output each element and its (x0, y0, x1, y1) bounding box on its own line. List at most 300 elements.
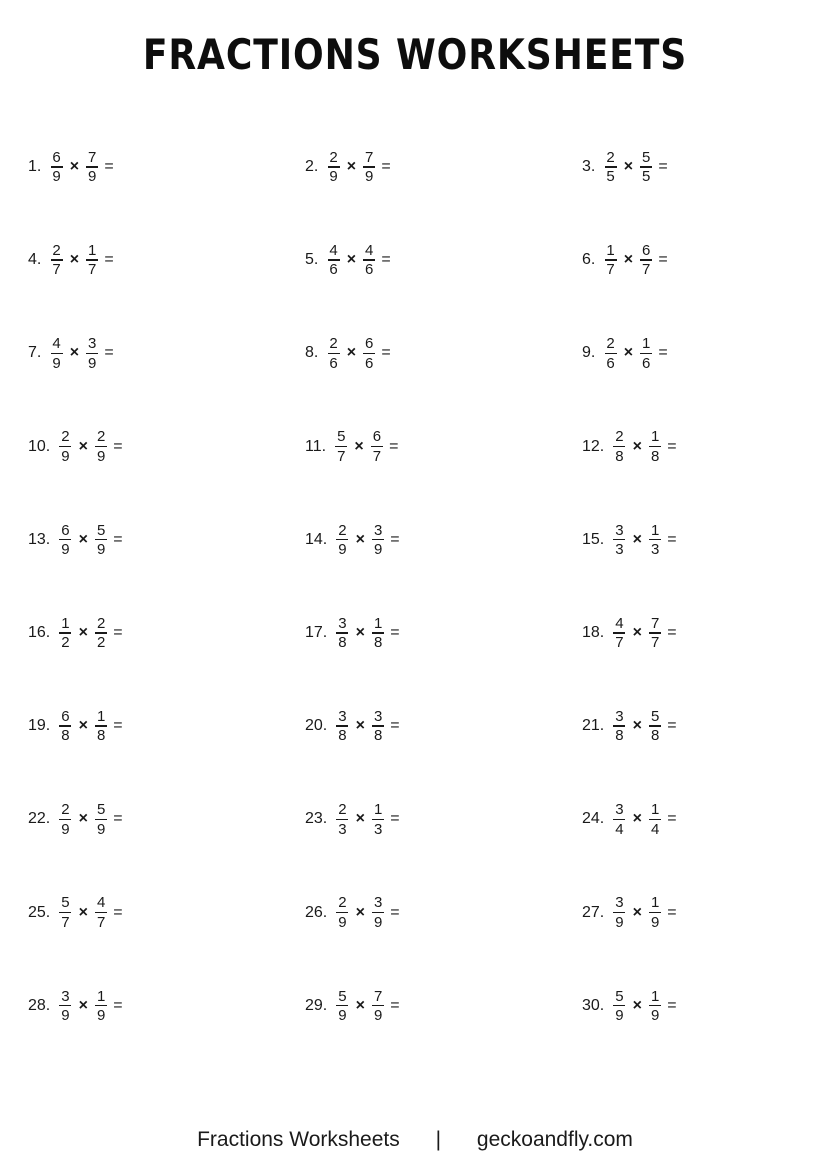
problem-item (28, 142, 114, 192)
fraction-second (649, 615, 661, 651)
problem-number: 13. (28, 530, 51, 548)
equals-sign: = (113, 624, 123, 641)
fraction-first (613, 522, 625, 558)
numerator: 3 (615, 707, 624, 725)
numerator: 2 (61, 801, 70, 819)
fraction-second (95, 801, 107, 837)
fraction-first (613, 428, 625, 464)
footer (0, 1128, 830, 1152)
multiply-sign: × (355, 903, 365, 921)
equals-sign: = (390, 810, 400, 828)
problem-number: 1. (28, 158, 42, 175)
multiply-sign: × (355, 624, 365, 641)
fraction-second (363, 149, 375, 185)
fraction-second (371, 428, 383, 464)
equals-sign: = (667, 437, 677, 455)
numerator: 7 (88, 148, 97, 166)
equals-sign: = (113, 437, 123, 455)
problem-number: 28. (28, 996, 51, 1014)
numerator: 1 (61, 614, 70, 632)
problem-number: 29. (305, 996, 328, 1014)
denominator: 8 (373, 634, 383, 652)
denominator: 3 (373, 820, 383, 838)
multiply-sign: × (346, 344, 357, 362)
problem-item (305, 515, 400, 565)
multiply-sign: × (355, 717, 365, 735)
denominator: 9 (373, 913, 383, 931)
multiply-sign: × (346, 251, 357, 269)
numerator: 3 (61, 987, 70, 1005)
equals-sign: = (381, 158, 391, 175)
fraction-second (649, 522, 661, 558)
denominator: 9 (52, 168, 61, 186)
numerator: 3 (615, 521, 624, 539)
multiply-sign: × (78, 624, 88, 641)
multiply-sign: × (346, 158, 357, 175)
numerator: 1 (650, 894, 660, 912)
problem-number: 25. (28, 903, 51, 921)
multiply-sign: × (78, 810, 88, 828)
fraction-second (372, 894, 384, 930)
multiply-sign: × (623, 344, 634, 362)
denominator: 9 (365, 168, 374, 186)
fraction-first (50, 149, 62, 185)
multiply-sign: × (69, 251, 80, 269)
numerator: 5 (642, 148, 651, 166)
numerator: 3 (338, 614, 347, 632)
equals-sign: = (104, 251, 114, 269)
denominator: 9 (96, 820, 106, 838)
numerator: 4 (52, 335, 61, 353)
footer-separator: | (435, 1128, 442, 1151)
problem-item (305, 608, 400, 658)
numerator: 1 (650, 428, 660, 446)
denominator: 9 (329, 168, 338, 186)
numerator: 3 (373, 521, 383, 539)
fraction-first (335, 428, 347, 464)
denominator: 8 (373, 727, 383, 745)
denominator: 6 (365, 261, 374, 279)
problem-item (582, 422, 677, 472)
problem-item (305, 235, 391, 285)
problem-number: 18. (582, 624, 605, 641)
denominator: 9 (338, 913, 347, 931)
problem-number: 17. (305, 624, 328, 641)
numerator: 2 (96, 614, 106, 632)
fraction-second (86, 149, 98, 185)
multiply-sign: × (632, 903, 642, 921)
fraction-first (336, 801, 348, 837)
fraction-first (613, 615, 625, 651)
numerator: 7 (650, 614, 660, 632)
denominator: 9 (338, 1006, 347, 1024)
numerator: 1 (96, 987, 106, 1005)
numerator: 2 (338, 521, 347, 539)
denominator: 9 (650, 1006, 660, 1024)
equals-sign: = (113, 903, 123, 921)
denominator: 9 (96, 1006, 106, 1024)
fraction-first (336, 708, 348, 744)
multiply-sign: × (69, 344, 80, 362)
fraction-first (613, 894, 625, 930)
problem-item (305, 981, 400, 1031)
multiply-sign: × (78, 903, 88, 921)
numerator: 1 (650, 987, 660, 1005)
denominator: 9 (88, 168, 97, 186)
numerator: 4 (96, 894, 106, 912)
fraction-second (95, 522, 107, 558)
problem-number: 23. (305, 810, 328, 828)
numerator: 5 (61, 894, 70, 912)
equals-sign: = (667, 903, 677, 921)
denominator: 6 (365, 354, 374, 372)
multiply-sign: × (632, 810, 642, 828)
numerator: 5 (338, 987, 347, 1005)
denominator: 8 (650, 447, 660, 465)
fraction-first (336, 988, 348, 1024)
multiply-sign: × (78, 437, 88, 455)
numerator: 2 (96, 428, 106, 446)
fraction-second (372, 615, 384, 651)
denominator: 8 (650, 727, 660, 745)
equals-sign: = (104, 158, 114, 175)
equals-sign: = (389, 437, 399, 455)
equals-sign: = (381, 251, 391, 269)
numerator: 1 (642, 335, 651, 353)
problem-number: 14. (305, 530, 328, 548)
denominator: 6 (642, 354, 651, 372)
fraction-second (86, 335, 98, 371)
fraction-second (95, 708, 107, 744)
problem-number: 3. (582, 158, 596, 175)
problem-number: 4. (28, 251, 42, 269)
numerator: 1 (373, 614, 383, 632)
numerator: 2 (338, 894, 347, 912)
fraction-first (50, 335, 62, 371)
numerator: 1 (650, 521, 660, 539)
multiply-sign: × (78, 530, 88, 548)
denominator: 4 (615, 820, 624, 838)
equals-sign: = (667, 810, 677, 828)
numerator: 3 (373, 707, 383, 725)
fraction-second (649, 801, 661, 837)
denominator: 5 (606, 168, 615, 186)
denominator: 4 (650, 820, 660, 838)
problem-item (28, 794, 123, 844)
multiply-sign: × (355, 530, 365, 548)
multiply-sign: × (623, 158, 634, 175)
problem-item (28, 422, 123, 472)
numerator: 2 (52, 241, 61, 259)
problem-number: 15. (582, 530, 605, 548)
fraction-first (59, 801, 71, 837)
numerator: 2 (606, 335, 615, 353)
equals-sign: = (390, 530, 400, 548)
problem-item (582, 608, 677, 658)
problem-item (305, 888, 400, 938)
fraction-second (86, 242, 98, 278)
problem-item (28, 235, 114, 285)
problem-number: 30. (582, 996, 605, 1014)
fraction-second (640, 335, 652, 371)
fraction-first (336, 615, 348, 651)
problem-number: 22. (28, 810, 51, 828)
denominator: 9 (373, 540, 383, 558)
numerator: 5 (96, 521, 106, 539)
fraction-second (649, 428, 661, 464)
denominator: 7 (88, 261, 97, 279)
fraction-second (649, 708, 661, 744)
problem-item (28, 608, 123, 658)
numerator: 6 (52, 148, 61, 166)
denominator: 9 (61, 820, 70, 838)
denominator: 6 (606, 354, 615, 372)
denominator: 2 (61, 634, 70, 652)
multiply-sign: × (632, 717, 642, 735)
equals-sign: = (113, 996, 123, 1014)
denominator: 9 (61, 1006, 70, 1024)
problem-number: 9. (582, 344, 596, 362)
fraction-second (363, 335, 375, 371)
denominator: 3 (338, 820, 347, 838)
numerator: 3 (615, 894, 624, 912)
equals-sign: = (658, 158, 668, 175)
numerator: 4 (615, 614, 624, 632)
fraction-second (640, 149, 652, 185)
problem-item (28, 328, 114, 378)
problem-item (582, 142, 668, 192)
fraction-second (649, 988, 661, 1024)
denominator: 8 (338, 634, 347, 652)
fraction-second (95, 615, 107, 651)
problem-item (305, 701, 400, 751)
denominator: 7 (337, 447, 346, 465)
numerator: 4 (329, 241, 338, 259)
fraction-first (604, 149, 616, 185)
denominator: 9 (96, 540, 106, 558)
problem-item (582, 515, 677, 565)
denominator: 7 (96, 913, 106, 931)
fraction-second (372, 801, 384, 837)
denominator: 7 (642, 261, 651, 279)
problem-item (28, 515, 123, 565)
numerator: 7 (365, 148, 374, 166)
problem-number: 19. (28, 717, 51, 735)
problem-item (305, 142, 391, 192)
numerator: 5 (337, 428, 346, 446)
denominator: 8 (615, 727, 624, 745)
fraction-first (59, 894, 71, 930)
numerator: 1 (606, 241, 615, 259)
numerator: 6 (61, 521, 70, 539)
multiply-sign: × (78, 717, 88, 735)
problem-item (305, 328, 391, 378)
numerator: 2 (329, 148, 338, 166)
numerator: 1 (650, 801, 660, 819)
equals-sign: = (113, 530, 123, 548)
equals-sign: = (104, 344, 114, 362)
problem-number: 2. (305, 158, 319, 175)
numerator: 6 (365, 335, 374, 353)
denominator: 9 (650, 913, 660, 931)
fraction-second (363, 242, 375, 278)
multiply-sign: × (355, 996, 365, 1014)
fraction-first (336, 894, 348, 930)
numerator: 3 (373, 894, 383, 912)
equals-sign: = (390, 624, 400, 641)
fraction-first (59, 708, 71, 744)
denominator: 9 (338, 540, 347, 558)
problem-item (28, 888, 123, 938)
fraction-first (613, 801, 625, 837)
problem-number: 5. (305, 251, 319, 269)
page-title: FRACTIONS WORKSHEETS (142, 30, 688, 79)
problem-item (305, 422, 398, 472)
numerator: 1 (373, 801, 383, 819)
numerator: 3 (615, 801, 624, 819)
equals-sign: = (390, 717, 400, 735)
numerator: 2 (606, 148, 615, 166)
problem-number: 27. (582, 903, 605, 921)
numerator: 3 (338, 707, 347, 725)
equals-sign: = (667, 624, 677, 641)
fraction-first (59, 615, 71, 651)
problem-number: 11. (305, 437, 327, 455)
numerator: 6 (372, 428, 382, 446)
problem-number: 21. (582, 717, 605, 735)
equals-sign: = (667, 717, 677, 735)
denominator: 8 (61, 727, 70, 745)
numerator: 3 (88, 335, 97, 353)
problem-item (28, 981, 123, 1031)
equals-sign: = (667, 530, 677, 548)
problem-item (582, 981, 677, 1031)
problem-item (305, 794, 400, 844)
denominator: 9 (52, 354, 61, 372)
fraction-first (327, 149, 339, 185)
numerator: 5 (615, 987, 624, 1005)
denominator: 6 (329, 261, 338, 279)
fraction-second (95, 894, 107, 930)
denominator: 7 (650, 634, 660, 652)
problem-number: 8. (305, 344, 319, 362)
numerator: 6 (642, 241, 651, 259)
problem-number: 20. (305, 717, 328, 735)
problem-item (582, 235, 668, 285)
multiply-sign: × (354, 437, 364, 455)
fraction-second (649, 894, 661, 930)
denominator: 7 (606, 261, 615, 279)
numerator: 5 (650, 707, 660, 725)
numerator: 2 (61, 428, 70, 446)
denominator: 9 (61, 447, 70, 465)
denominator: 5 (642, 168, 651, 186)
footer-title: Fractions Worksheets (197, 1128, 400, 1151)
multiply-sign: × (632, 996, 642, 1014)
problem-number: 26. (305, 903, 328, 921)
problem-number: 10. (28, 437, 51, 455)
numerator: 2 (329, 335, 338, 353)
fraction-first (327, 335, 339, 371)
problem-item (582, 888, 677, 938)
problem-number: 7. (28, 344, 42, 362)
equals-sign: = (113, 810, 123, 828)
multiply-sign: × (78, 996, 88, 1014)
equals-sign: = (381, 344, 391, 362)
denominator: 7 (615, 634, 624, 652)
equals-sign: = (390, 903, 400, 921)
equals-sign: = (113, 717, 123, 735)
fraction-first (59, 988, 71, 1024)
fraction-second (372, 988, 384, 1024)
equals-sign: = (390, 996, 400, 1014)
fraction-second (640, 242, 652, 278)
fraction-second (372, 522, 384, 558)
problem-item (582, 701, 677, 751)
denominator: 9 (96, 447, 106, 465)
denominator: 9 (373, 1006, 383, 1024)
fraction-first (327, 242, 339, 278)
multiply-sign: × (632, 624, 642, 641)
denominator: 9 (615, 913, 624, 931)
fraction-first (604, 335, 616, 371)
denominator: 3 (615, 540, 624, 558)
denominator: 7 (372, 447, 382, 465)
denominator: 8 (615, 447, 624, 465)
fraction-second (372, 708, 384, 744)
fraction-first (59, 428, 71, 464)
denominator: 9 (61, 540, 70, 558)
fraction-first (613, 708, 625, 744)
multiply-sign: × (632, 530, 642, 548)
numerator: 5 (96, 801, 106, 819)
equals-sign: = (667, 996, 677, 1014)
problem-number: 6. (582, 251, 596, 269)
denominator: 3 (650, 540, 660, 558)
problem-number: 12. (582, 437, 605, 455)
multiply-sign: × (69, 158, 80, 175)
fraction-second (95, 428, 107, 464)
problem-item (582, 794, 677, 844)
multiply-sign: × (632, 437, 642, 455)
denominator: 6 (329, 354, 338, 372)
fraction-first (50, 242, 62, 278)
numerator: 1 (96, 707, 106, 725)
denominator: 9 (88, 354, 97, 372)
fraction-first (604, 242, 616, 278)
multiply-sign: × (623, 251, 634, 269)
numerator: 4 (365, 241, 374, 259)
numerator: 6 (61, 707, 70, 725)
denominator: 8 (338, 727, 347, 745)
denominator: 2 (96, 634, 106, 652)
equals-sign: = (658, 251, 668, 269)
fraction-first (336, 522, 348, 558)
problem-number: 24. (582, 810, 605, 828)
denominator: 7 (61, 913, 70, 931)
numerator: 2 (615, 428, 624, 446)
problem-item (28, 701, 123, 751)
problem-item (582, 328, 668, 378)
multiply-sign: × (355, 810, 365, 828)
numerator: 1 (88, 241, 97, 259)
numerator: 7 (373, 987, 383, 1005)
denominator: 9 (615, 1006, 624, 1024)
denominator: 7 (52, 261, 61, 279)
denominator: 8 (96, 727, 106, 745)
fraction-second (95, 988, 107, 1024)
numerator: 2 (338, 801, 347, 819)
